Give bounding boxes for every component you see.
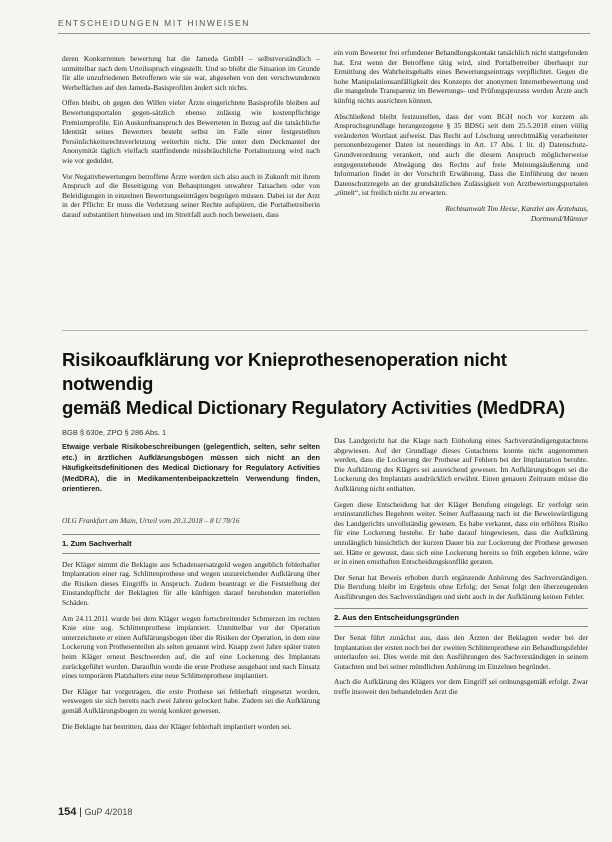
title-line: gemäß Medical Dictionary Regulatory Activities (MedDRA) (62, 397, 565, 418)
paragraph: Am 24.11.2011 wurde bei dem Kläger wegen fortschreitender Schmerzen im rechten Knie eine sog. Schlittenprothese implantiert. Unmittelbar vor der Operation unterzeichnete er einen Aufklärungsbogen über die Risiken der Operation, in dem eine Lockerung von Prothesenteilen als selten genannt wird. Knapp zwei Jahre später traten beim Kläger erneut Beschwerden auf, die auf eine Lockerung des Implantats zurückgeführt wurden. Daraufhin wurde die erste Prothese ausgebaut und nach Einsatz eines temporären Platzhalters eine neue Schlittenprothese implantiert. (62, 613, 320, 681)
section-header: ENTSCHEIDUNGEN MIT HINWEISEN (58, 18, 250, 28)
paragraph: deren Konkurrenten bewertung hat die Jameda GmbH – selbstverständlich – unmittelbar nach dem Urteilsspruch eingestellt. Und so bleibt die Situation im Grunde für alle unzufriedenen Betroffenen wie sie war, abgesehen von den verschwundenen Werbeflächen auf den Jameda-Basisprofilen ändert sich nichts. (62, 54, 320, 92)
paragraph: Der Kläger hat vorgetragen, die erste Prothese sei fehlerhaft eingesetzt worden, weswegen sie sich bereits nach zwei Jahren gelockert habe. Zudem sei die Aufklärung gemäß Aufklärungsbogen zu wenig konkret gewesen. (62, 686, 320, 715)
page-footer (58, 806, 132, 818)
paragraph: Vor Negativbewertungen betroffene Ärzte werden sich also auch in Zukunft mit ihrem Anspruch auf die Beseitigung von Behauptungen unwahrer Tatsachen oder von Beleidigungen in einzelnen Bewertungseinträgen begnügen müssen. Dabei ist der Arzt in der Pflicht: Er muss die Verletzung seiner Rechte aufspüren, die Portalbetreiberin darauf substantiiert hinweisen und im Streitfall auch noch beweisen, dass (62, 171, 320, 219)
court-citation: OLG Frankfurt am Main, Urteil vom 20.3.2018 – 8 U 78/16 (62, 516, 240, 525)
author-name: Rechtsanwalt Tim Hesse, Kanzlei am Ärztehaus, (445, 203, 588, 213)
paragraph: Der Kläger nimmt die Beklagte aus Schadensersatzgeld wegen angeblich fehlerhafter Implantation einer rag. Schlittenprothese und wegen unzureichender Aufklärung über die Risiken dieses Eingriffs in Anspruch. Zudem beantragt er die Feststellung der Einstandspflicht der Beklagten für alle künftigen darauf beruhenden materiellen Schäden. (62, 559, 320, 607)
paragraph: Abschließend bleibt festzustellen, dass der vom BGH noch vor kurzem als Anspruchsgrundlage herangezogene § 35 BDSG seit dem 25.5.2018 einen völlig veränderten Wortlaut aufweist. Das Recht auf Löschung unrechtmäßig verarbeiteter personenbezogener Daten ist neuerdings in Art. 17 Abs. 1 lit. d) Datenschutz-Grundverordnung verankert, und auch die diesem Anspruch möglicherweise entgegenstehende Abwägung des Rechts auf freie Meinungsäußerung und Information findet in der Vorschrift Erwähnung. Dass die Einführung der neuen Datenschutzregeln an der grundsätzlichen Zulässigkeit von Arztbewertungsportalen „rüttelt“, ist freilich nicht zu erwarten. (334, 111, 588, 198)
law-references: BGB § 630e, ZPO § 286 Abs. 1 (62, 428, 167, 437)
section-heading: 2. Aus den Entscheidungsgründen (334, 608, 588, 628)
paragraph: Offen bleibt, ob gegen den Willen vieler Ärzte eingerichtete Basisprofile bleiben auf Bewertungsportalen gegen-sätzlich ebenso zulässig wie kostenpflichtige Premiumprofile. Ein Auskunftsanspruch des Bewerteten in Bezug auf die tatsächliche Identität seines Bewerters besteht selbst im Falle einer festgestellten Persönlichkeitsrechtsverletzung weiterhin nicht. Die unter dem Deckmantel der Anonymität täglich vielfach stattfindende missbräuchliche Portalnutzung wird nach wie vor geduldet. (62, 98, 320, 165)
author-signature (334, 204, 588, 223)
headnote: Etwaige verbale Risikobeschreibungen (gelegentlich, selten, sehr selten etc.) in ärztlichen Aufklärungsbögen müssen sich nicht an den Häufigkeitsdefinitionen des Medical Dictionary for Regulatory Activities (MedDRA), die in Medikamentenbeipackzetteln Verwendung finden, orientieren. (62, 442, 320, 494)
bottom-right-column (334, 436, 588, 703)
article-divider (62, 330, 588, 331)
paragraph: Das Landgericht hat die Klage nach Einholung eines Sachverständigengutachtens abgewiesen. Auf der Grundlage dieses Gutachtens konnte nicht angenommen werden, dass die Lockerung der Prothese auf Fehlern bei der Implantation beruhte. Die Aufklärung des Klägers sei ausreichend gewesen. Im Aufklärungsbogen sei die Lockerung des Implantats ausdrücklich erwähnt. Einen genauen Zeitraum müsse die Aufklärung nicht enthalten. (334, 436, 588, 493)
section-heading: 1. Zum Sachverhalt (62, 534, 320, 554)
paragraph: Die Beklagte hat bestritten, dass der Kläger fehlerhaft implantiert worden sei. (62, 721, 292, 731)
journal-issue: GuP 4/2018 (84, 807, 133, 817)
paragraph: ein vom Bewerter frei erfundener Behandlungskontakt tatsächlich nicht stattgefunden hat. Erst wenn der Betroffene tätig wird, sind Portalbetreiber überhaupt zur Ermittlung des Wahrheitsgehalts eines Bewertungseintrags verpflichtet. Gegen die hohe Manipulationsanfälligkeit des Konzepts der anonymen Internetbewertung und die mangelnde Transparenz im Bewertungs- und Prüfungsprozess werden Ärzte auch künftig nichts ausrichten können. (334, 48, 588, 105)
paragraph: Der Senat führt zunächst aus, dass den Ärzten der Beklagten weder bei der Implantation der ersten noch bei der zweiten Schlittenprothese ein Behandlungsfehler unterlaufen sei. Dies werde mit den Ausführungen des Sachverständigen in seinem Gutachten und bei seiner mündlichen Anhörung im Einzelnen begründet. (334, 633, 588, 671)
paragraph: Auch die Aufklärung des Klägers vor dem Eingriff sei ordnungsgemäß erfolgt. Zwar treffe insoweit den behandelnden Arzt die (334, 677, 588, 697)
paragraph: Der Senat hat Beweis erhoben durch ergänzende Anhörung des Sachverständigen. Die Berufung bleibt im Ergebnis ohne Erfolg; der Senat folgt den überzeugenden Ausführungen des Sachverständigen und sieht auch in der Aufklärung keinen Fehler. (334, 572, 588, 601)
header-divider (58, 33, 590, 34)
title-line: Risikoaufklärung vor Knieprothesenoperation nicht notwendig (62, 349, 507, 394)
top-right-column (334, 48, 588, 223)
bottom-left-column (62, 534, 320, 737)
top-left-column (62, 54, 320, 226)
paragraph: Gegen diese Entscheidung hat der Kläger Berufung eingelegt. Er verfolgt sein erstinstanzliches Begehren weiter. Seiner Auffassung nach ist die Beweiswürdigung des Landgerichts unvollständig gewesen. Es habe verkannt, dass ein erhöhtes Risiko für eine Lockerung bestehe. Er habe darauf hingewiesen, dass die Aufklärung unzulänglich hinsichtlich der kurzen Dauer bis zur Lockerung der Prothese gewesen sei. Hätte er gewusst, dass sich eine Lockerung bereits so früh ergeben könne, wäre er in einen ernsthaften Entscheidungskonflikt geraten. (334, 499, 588, 567)
page-number: 154 (58, 806, 77, 818)
author-city: Dortmund/Münster (530, 213, 588, 223)
footer-separator: | (79, 807, 82, 818)
article-title (62, 348, 590, 420)
